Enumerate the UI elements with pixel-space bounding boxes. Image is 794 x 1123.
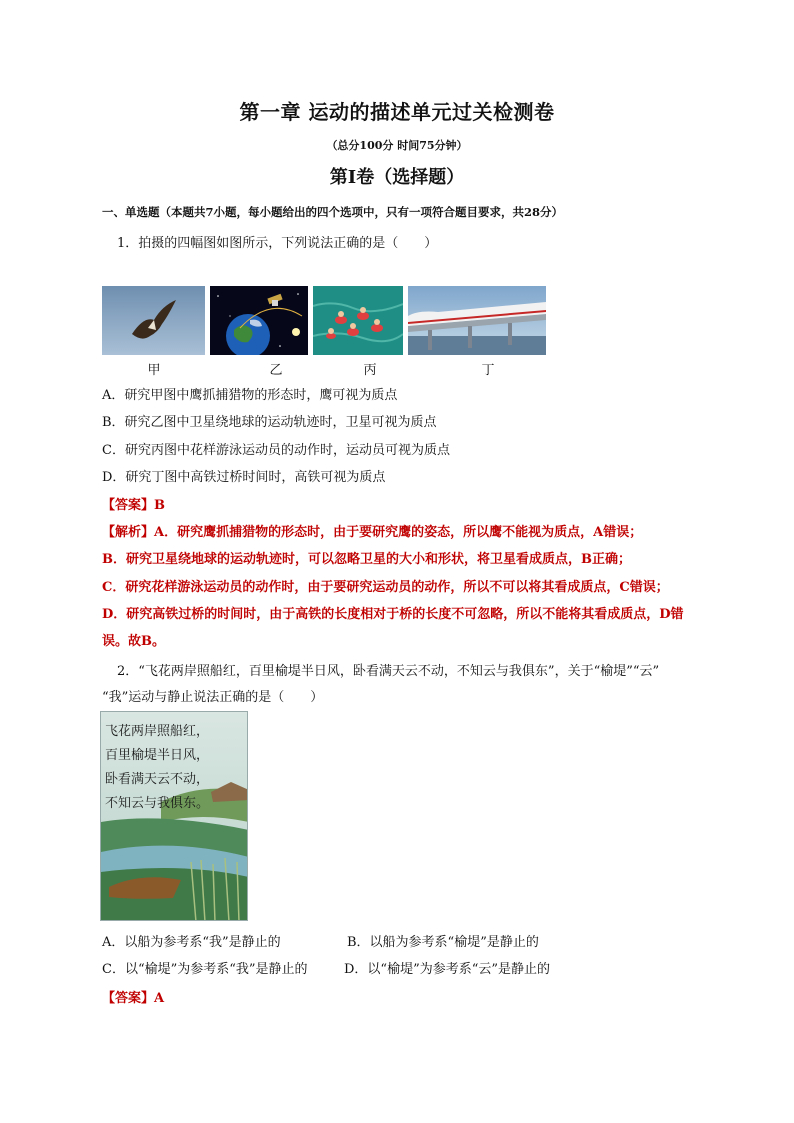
answer-label: 【答案】 — [102, 498, 155, 513]
caption-ding: 丁 — [481, 363, 495, 378]
q2-option-b: B．以船为参考系“榆堤”是静止的 — [347, 935, 539, 950]
caption-yi: 乙 — [269, 363, 283, 378]
q1-analysis-line-3: C．研究花样游泳运动员的动作时，由于要研究运动员的动作，所以不可以将其看成质点，C错误； — [102, 580, 669, 595]
q2-stem-line-1: 2．“飞花两岸照船红，百里榆堤半日风，卧看满天云不动，不知云与我俱东”，关于“榆堤”“云” — [117, 664, 660, 679]
volume-title: 第Ⅰ卷（选择题） — [329, 167, 465, 188]
poem-line: 卧看满天云不动， — [105, 772, 210, 787]
q1-analysis-line-2: B．研究卫星绕地球的运动轨迹时，可以忽略卫星的大小和形状，将卫星看成质点，B正确； — [102, 552, 631, 567]
q2-answer — [102, 987, 164, 1006]
q1-stem: 1．拍摄的四幅图如图所示，下列说法正确的是（ ） — [117, 236, 438, 251]
poem-text — [105, 720, 209, 816]
q1-answer — [102, 494, 165, 513]
exam-info: （总分100分 时间75分钟） — [326, 139, 468, 152]
q2-option-d: D．以“榆堤”为参考系“云”是静止的 — [344, 962, 551, 977]
analysis-text: A．研究鹰抓捕猎物的形态时，由于要研究鹰的姿态，所以鹰不能视为质点，A错误； — [154, 525, 643, 540]
poem-painting-image — [100, 711, 248, 921]
page-title: 第一章 运动的描述单元过关检测卷 — [239, 100, 555, 124]
caption-bing: 丙 — [363, 363, 377, 378]
section-heading: 一、单选题（本题共7小题，每小题给出的四个选项中，只有一项符合题目要求，共28分） — [102, 205, 564, 219]
q2-option-c: C．以“榆堤”为参考系“我”是静止的 — [102, 962, 308, 977]
answer-value: A — [154, 991, 165, 1006]
answer-label: 【答案】 — [102, 991, 155, 1006]
poem-line: 飞花两岸照船红， — [105, 724, 210, 739]
q1-option-c: C．研究丙图中花样游泳运动员的动作时，运动员可视为质点 — [102, 443, 450, 458]
q2-stem-line-2: “我”运动与静止说法正确的是（ ） — [102, 690, 324, 705]
q1-option-d: D．研究丁图中高铁过桥时间时，高铁可视为质点 — [102, 470, 386, 485]
q1-option-a: A．研究甲图中鹰抓捕猎物的形态时，鹰可视为质点 — [102, 388, 398, 403]
q1-analysis-line-5: 误。故B。 — [102, 634, 165, 649]
high-speed-train-bridge-image — [408, 286, 546, 355]
q1-option-b: B．研究乙图中卫星绕地球的运动轨迹时，卫星可视为质点 — [102, 415, 437, 430]
synchronized-swimming-image — [313, 286, 403, 355]
q1-analysis-line-1 — [102, 521, 642, 540]
answer-value: B — [154, 498, 166, 513]
q1-analysis-line-4: D．研究高铁过桥的时间时，由于高铁的长度相对于桥的长度不可忽略，所以不能将其看成质点，D错 — [102, 607, 684, 622]
q2-option-a: A．以船为参考系“我”是静止的 — [102, 935, 281, 950]
poem-line: 不知云与我俱东。 — [105, 796, 210, 811]
poem-line: 百里榆堤半日风， — [105, 748, 210, 763]
caption-jia: 甲 — [147, 363, 161, 378]
satellite-earth-image — [210, 286, 308, 355]
eagle-image — [102, 286, 205, 355]
analysis-label: 【解析】 — [102, 525, 155, 540]
